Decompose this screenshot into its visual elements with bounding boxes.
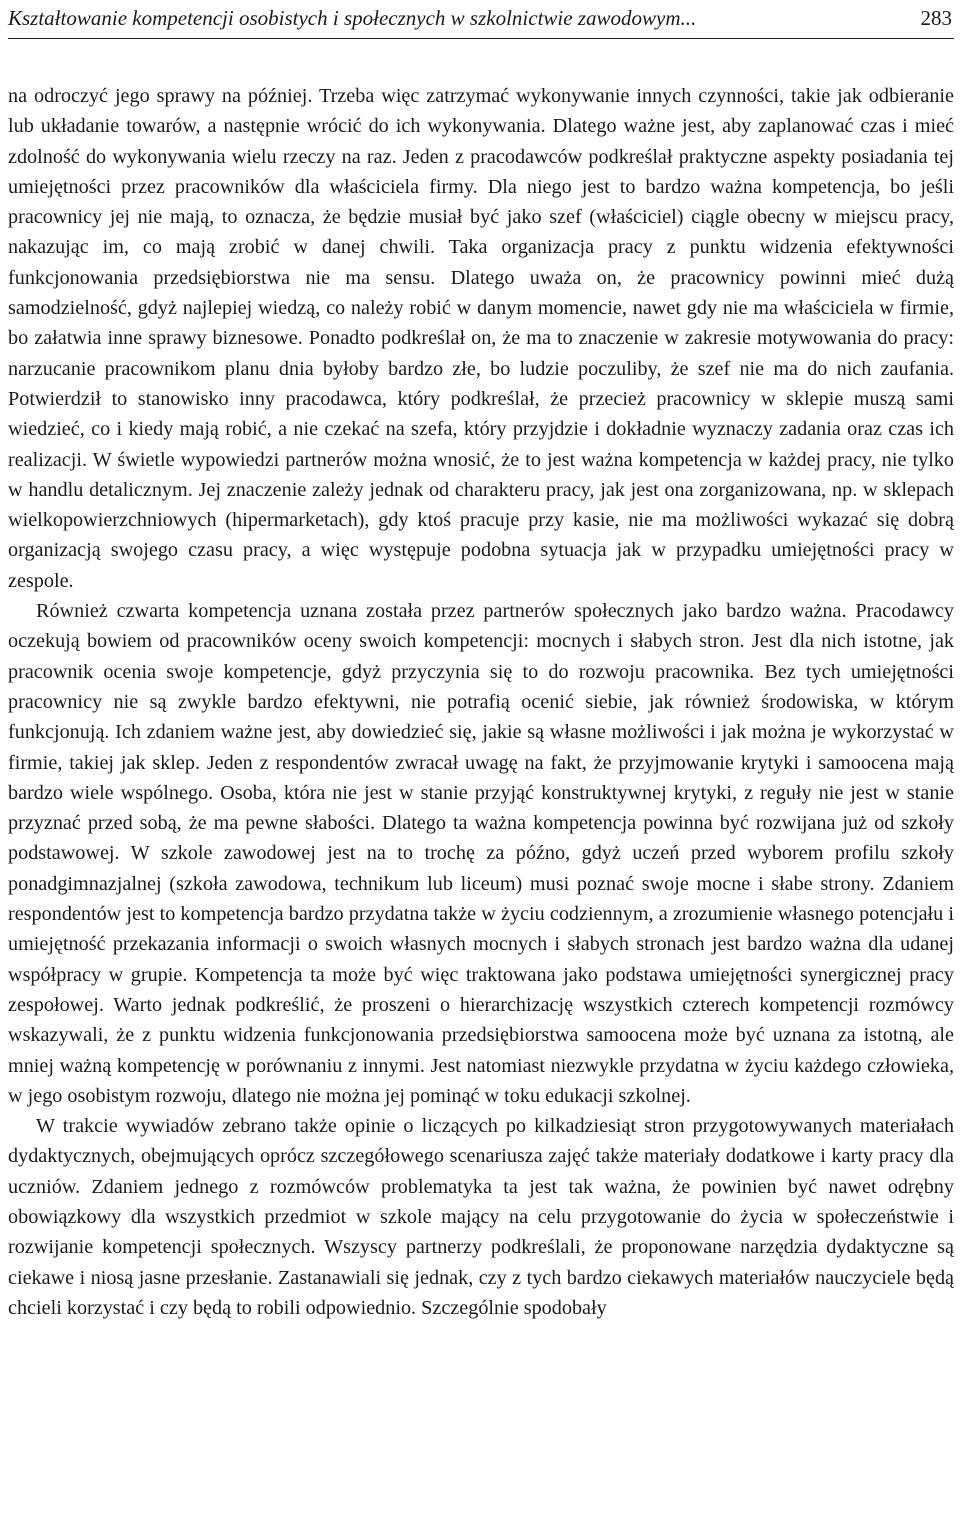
paragraph-self-assessment: Również czwarta kompetencja uznana została przez partnerów społecznych jako bardzo ważna. Pracodawcy oczekują bowiem od pracowników oceny swoich kompetencji: mocnych i słabych stron. Jest dla nich istotne, jak pracownik ocenia swoje kompetencje, gdyż przyczynia się to do rozwoju pracownika. Bez tych umiejętności pracownicy nie są zwykle bardzo efektywni, nie potrafią ocenić siebie, jak również środowiska, w którym funkcjonują. Ich zdaniem ważne jest, aby dowiedzieć się, jakie są własne możliwości i jak można je wykorzystać w firmie, takiej jak sklep. Jeden z respondentów zwracał uwagę na fakt, że przyjmowanie krytyki i samoocena mają bardzo wiele wspólnego. Osoba, która nie jest w stanie przyjąć konstruktywnej krytyki, z reguły nie jest w stanie przyznać przed sobą, że ma pewne słabości. Dlatego ta ważna kompetencja powinna być rozwijana już od szkoły podstawowej. W szkole zawodowej jest na to trochę za późno, gdyż uczeń przed wyborem profilu szkoły ponadgimnazjalnej (szkoła zawodowa, technikum lub liceum) musi poznać swoje mocne i słabe strony. Zdaniem respondentów jest to kompetencja bardzo przydatna także w życiu codziennym, a zrozumienie własnego potencjału i umiejętność przekazania informacji o swoich własnych mocnych i słabych stronach jest bardzo ważna dla udanej współpracy w grupie. Kompetencja ta może być więc traktowana jako podstawa umiejętności synergicznej pracy zespołowej. Warto jednak podkreślić, że proszeni o hierarchizację wszystkich czterech kompetencji rozmówcy wskazywali, że z punktu widzenia funkcjonowania przedsiębiorstwa samoocena może być uznana za istotną, ale mniej ważną kompetencję w porównaniu z innymi. Jest natomiast niezwykle przydatna w życiu każdego człowieka, w jego osobistym rozwoju, dlatego nie można jej pominąć w toku edukacji szkolnej.	[8, 600, 954, 1107]
page-number: 283	[920, 6, 952, 30]
running-header	[8, 0, 954, 39]
paragraph-teaching-materials: W trakcie wywiadów zebrano także opinie o liczących po kilkadziesiąt stron przygotowywanych materiałach dydaktycznych, obejmujących oprócz szczegółowego scenariusza zajęć także materiały dodatkowe i karty pracy dla uczniów. Zdaniem jednego z rozmówców problematyka ta jest tak ważna, że powinien być nawet odrębny obowiązkowy dla wszystkich przedmiot w szkole mający na celu przygotowanie do życia w społeczeństwie i rozwijanie kompetencji społecznych. Wszyscy partnerzy podkreślali, że proponowane narzędzia dydaktyczne są ciekawe i niosą jasne przesłanie. Zastanawiali się jednak, czy z tych bardzo ciekawych materiałów nauczyciele będą chcieli korzystać i czy będą to robili odpowiednio. Szczególnie spodobały	[8, 1115, 954, 1319]
paragraph-continued: na odroczyć jego sprawy na później. Trzeba więc zatrzymać wykonywanie innych czynności, takie jak odbieranie lub układanie towarów, a następnie wrócić do ich wykonywania. Dlatego ważne jest, aby zaplanować czas i mieć zdolność do wykonywania wielu rzeczy na raz. Jeden z pracodawców podkreślał praktyczne aspekty posiadania tej umiejętności przez pracowników dla właściciela firmy. Dla niego jest to bardzo ważna kompetencja, bo jeśli pracownicy jej nie mają, to oznacza, że będzie musiał być jako szef (właściciel) ciągle obecny w miejscu pracy, nakazując im, co mają zrobić w danej chwili. Taka organizacja pracy z punktu widzenia efektywności funkcjonowania przedsiębiorstwa nie ma sensu. Dlatego uważa on, że pracownicy powinni mieć dużą samodzielność, gdyż najlepiej wiedzą, co należy robić w danym momencie, nawet gdy nie ma właściciela w firmie, bo załatwia inne sprawy biznesowe. Ponadto podkreślał on, że ma to znaczenie w zakresie motywowania do pracy: narzucanie pracownikom planu dnia byłoby bardzo złe, bo ludzie poczuliby, że szef nie ma do nich zaufania. Potwierdził to stanowisko inny pracodawca, który podkreślał, że przecież pracownicy w sklepie muszą sami wiedzieć, co i kiedy mają robić, a nie czekać na szefa, który przyjdzie i dokładnie wyznaczy zadania oraz czas ich realizacji. W świetle wypowiedzi partnerów można wnosić, że to jest ważna kompetencja w każdej pracy, nie tylko w handlu detalicznym. Jej znaczenie zależy jednak od charakteru pracy, jak jest ona zorganizowana, np. w sklepach wielkopowierzchniowych (hipermarketach), gdy ktoś pracuje przy kasie, nie ma możliwości wykazać się dobrą organizacją swojego czasu pracy, a więc występuje podobna sytuacja jak w przypadku umiejętności pracy w zespole.	[8, 85, 954, 592]
document-page	[8, 0, 954, 1323]
running-title: Kształtowanie kompetencji osobistych i społecznych w szkolnictwie zawodowym...	[8, 6, 697, 30]
body-text	[8, 81, 954, 1323]
